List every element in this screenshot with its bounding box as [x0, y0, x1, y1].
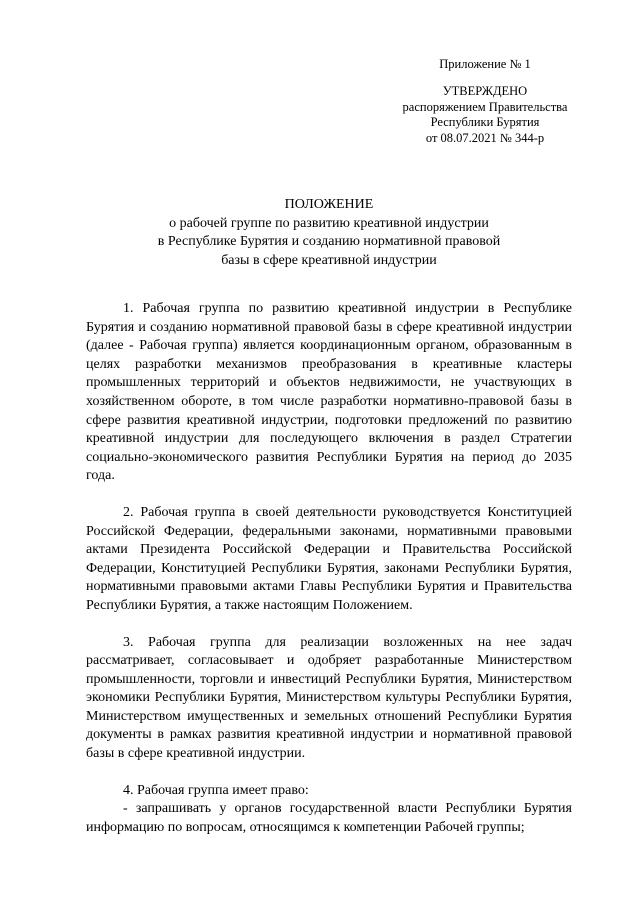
document-body — [86, 300, 572, 837]
paragraph-3: 3. Рабочая группа для реализации возложенных на нее задач рассматривает, согласовывает и одобряет разработанные Министерством промышленности, торговли и инвестиций Республики Бурятия, Министерством экономики Республики Бурятия, Министерством культуры Республики Бурятия, Министерством имущественных и земельных отношений Республики Бурятия документы в рамках развития креативной индустрии и нормативной правовой базы в сфере креативной индустрии. — [86, 634, 572, 762]
paragraph-4-item-1: - запрашивать у органов государственной власти Республики Бурятия информацию по вопросам, относящимся к компетенции Рабочей группы; — [86, 801, 572, 835]
document-title — [86, 196, 572, 270]
title-heading: ПОЛОЖЕНИЕ — [284, 197, 374, 212]
approved-heading: УТВЕРЖДЕНО — [442, 84, 528, 98]
title-line: о рабочей группе по развитию креативной индустрии — [169, 215, 489, 231]
approval-stamp — [390, 84, 580, 146]
paragraph-4: 4. Рабочая группа имеет право: — [123, 782, 309, 798]
paragraph-1: 1. Рабочая группа по развитию креативной индустрии в Республике Бурятия и созданию нормативной правовой базы в сфере креативной индустрии (далее - Рабочая группа) является координационным органом, образованным в целях разработки механизмов преобразования в креативные кластеры промышленных территорий и объектов недвижимости, не участвующих в хозяйственном обороте, в том числе разработки нормативно-правовой базы в сфере развития креативной индустрии, подготовки предложений по развитию креативной индустрии для последующего включения в раздел Стратегии социально-экономического развития Республики Бурятия на период до 2035 года. — [86, 301, 572, 484]
title-line: базы в сфере креативной индустрии — [221, 252, 437, 268]
title-line: в Республике Бурятия и созданию нормативной правовой — [157, 234, 501, 249]
approved-region-line: Республики Бурятия — [430, 115, 540, 129]
appendix-label: Приложение № 1 — [439, 57, 531, 71]
approved-by-line: распоряжением Правительства — [402, 99, 568, 114]
approved-date-line: от 08.07.2021 № 344-р — [425, 130, 545, 145]
paragraph-2: 2. Рабочая группа в своей деятельности руководствуется Конституцией Российской Федерации, федеральными законами, нормативными правовыми актами Президента Российской Федерации и Правительства Российской Федерации, Конституцией Республики Бурятия, законами Республики Бурятия, нормативными правовыми актами Главы Республики Бурятия и Правительства Республики Бурятия, а также настоящим Положением. — [86, 504, 572, 613]
